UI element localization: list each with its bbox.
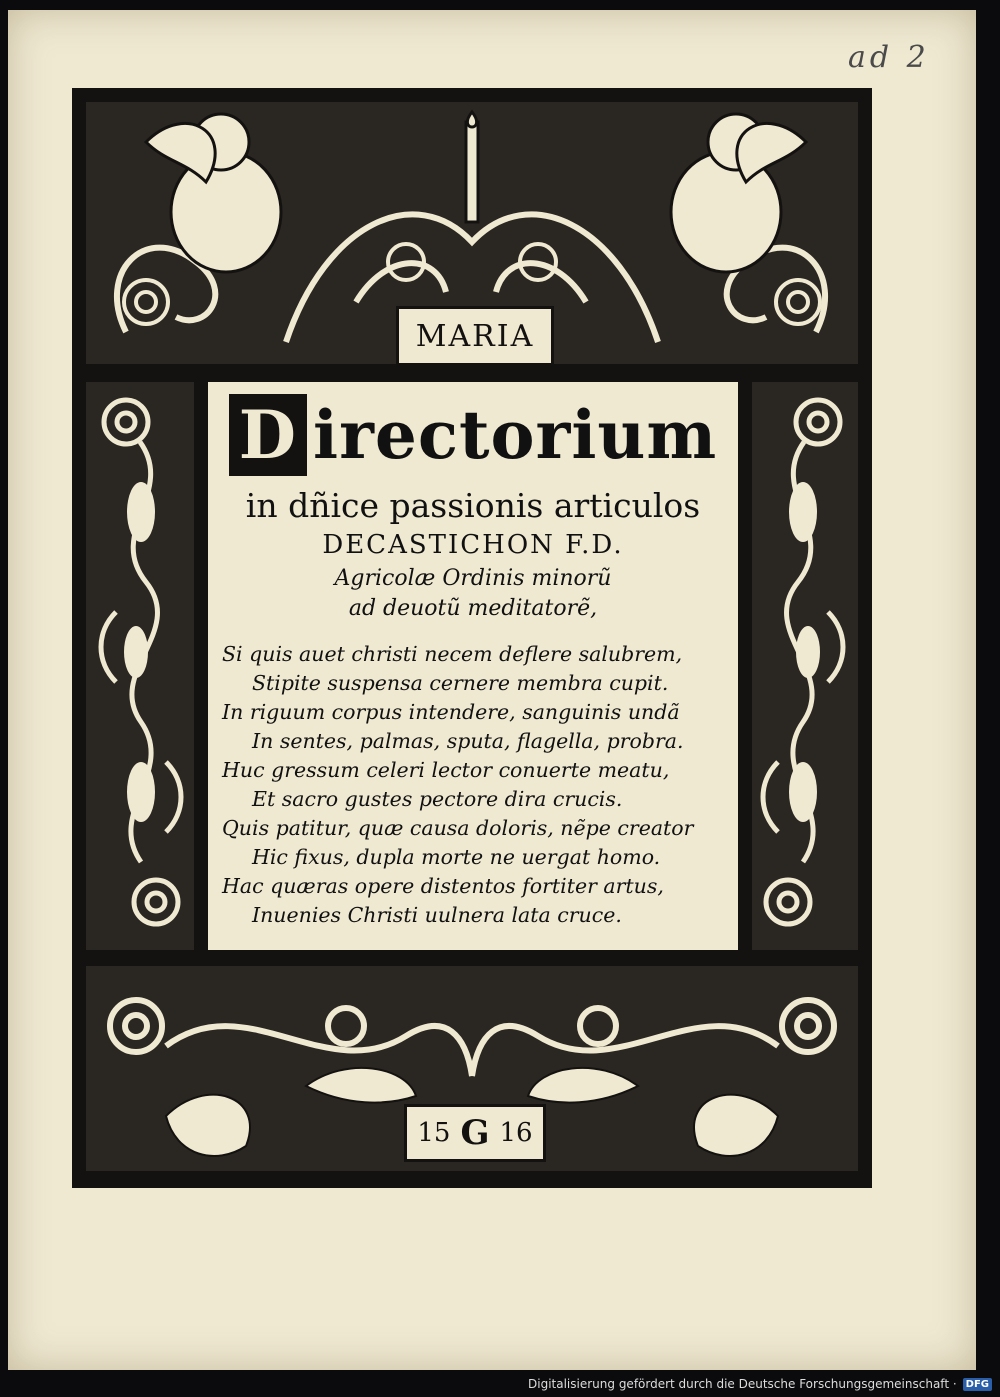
title-text-panel — [208, 382, 738, 950]
verse-line: Hac quæras opere distentos fortiter artus, — [222, 874, 664, 898]
book-page — [8, 10, 976, 1370]
printer-monogram: G — [460, 1113, 490, 1153]
verse-list — [222, 640, 742, 930]
verse-line: Stipite suspensa cernere membra cupit. — [252, 671, 669, 695]
dfg-logo[interactable]: DFG — [963, 1378, 992, 1391]
maria-cartouche: MARIA — [396, 306, 554, 366]
verse-line: In riguum corpus intendere, sanguinis undã — [222, 700, 680, 724]
title-rest: irectorium — [313, 396, 718, 474]
verse-line: Si quis auet christi necem deflere salubrem, — [222, 642, 683, 666]
page-title — [208, 394, 738, 476]
subtitle-line-1: in dñice passionis articulos — [245, 486, 701, 525]
verse-line: Huc gressum celeri lector conuerte meatu, — [222, 758, 670, 782]
left-ornament-column — [86, 382, 194, 950]
woodcut-border — [72, 88, 872, 1188]
verse-line: Et sacro gustes pectore dira crucis. — [252, 787, 623, 811]
decorated-initial: D — [229, 394, 307, 476]
footer-text: Digitalisierung gefördert durch die Deutsche Forschungsgemeinschaft · — [528, 1377, 957, 1391]
printer-date-box — [404, 1104, 546, 1162]
date-left: 15 — [417, 1118, 451, 1148]
subtitle-line-3: Agricolæ Ordinis minorũ — [334, 566, 612, 591]
verse-line: In sentes, palmas, sputa, flagella, probra. — [252, 729, 684, 753]
subtitle-line-2: DECASTICHON F.D. — [322, 530, 624, 560]
verse-line: Hic fixus, dupla morte ne uergat homo. — [252, 845, 661, 869]
right-ornament-column — [752, 382, 858, 950]
verse-line: Quis patitur, quæ causa doloris, nẽpe creator — [222, 816, 694, 840]
verse-line: Inuenies Christi uulnera lata cruce. — [252, 903, 622, 927]
digitization-footer — [528, 1373, 992, 1395]
date-right: 16 — [499, 1118, 533, 1148]
handwritten-annotation: ad 2 — [848, 40, 930, 75]
subtitle-line-4: ad deuotũ meditatorẽ, — [348, 596, 598, 621]
